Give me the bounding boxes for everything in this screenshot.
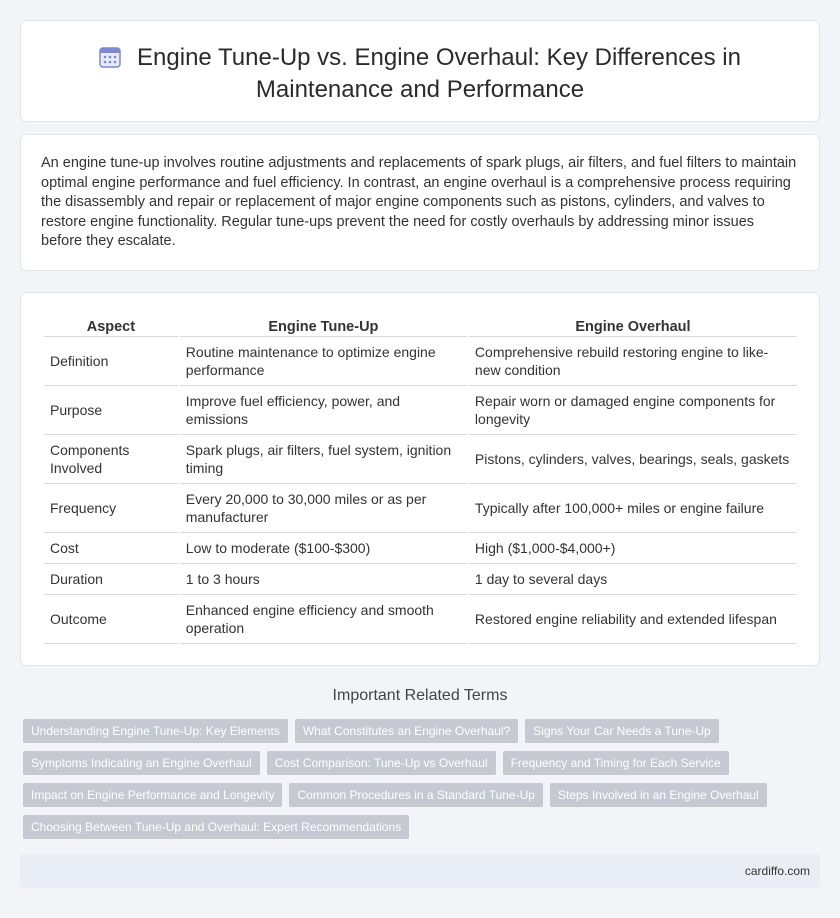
related-term-tag[interactable]: Understanding Engine Tune-Up: Key Elements [23, 719, 288, 743]
comparison-table [42, 315, 799, 644]
related-term-tag[interactable]: Frequency and Timing for Each Service [503, 751, 729, 775]
row-tune-up: Improve fuel efficiency, power, and emissions [180, 386, 467, 435]
table-row [44, 533, 797, 564]
table-row [44, 435, 797, 484]
row-overhaul: Pistons, cylinders, valves, bearings, seals, gaskets [469, 435, 797, 484]
title-card [20, 20, 820, 122]
related-term-tag[interactable]: Common Procedures in a Standard Tune-Up [289, 783, 542, 807]
header-tune-up: Engine Tune-Up [180, 315, 467, 337]
row-aspect: Duration [44, 564, 178, 595]
row-overhaul: Typically after 100,000+ miles or engine failure [469, 484, 797, 533]
related-term-tag[interactable]: Choosing Between Tune-Up and Overhaul: Expert Recommendations [23, 815, 409, 839]
row-overhaul: Comprehensive rebuild restoring engine to like-new condition [469, 337, 797, 386]
related-term-tag[interactable]: Signs Your Car Needs a Tune-Up [525, 719, 718, 743]
row-tune-up: Enhanced engine efficiency and smooth operation [180, 595, 467, 644]
header-aspect: Aspect [44, 315, 178, 337]
title-line-1: Engine Tune-Up vs. Engine Overhaul: Key Differences in [137, 44, 741, 71]
table-header-row [44, 315, 797, 337]
table-row [44, 484, 797, 533]
page-title [21, 43, 819, 104]
footer [20, 854, 820, 888]
row-aspect: Purpose [44, 386, 178, 435]
row-tune-up: Every 20,000 to 30,000 miles or as per manufacturer [180, 484, 467, 533]
table-row [44, 337, 797, 386]
table-row [44, 386, 797, 435]
row-overhaul: High ($1,000-$4,000+) [469, 533, 797, 564]
related-term-tag[interactable]: Steps Involved in an Engine Overhaul [550, 783, 767, 807]
row-tune-up: Spark plugs, air filters, fuel system, ignition timing [180, 435, 467, 484]
row-tune-up: Low to moderate ($100-$300) [180, 533, 467, 564]
related-term-tag[interactable]: Cost Comparison: Tune-Up vs Overhaul [267, 751, 496, 775]
intro-card [20, 134, 820, 271]
table-row [44, 564, 797, 595]
header-overhaul: Engine Overhaul [469, 315, 797, 337]
related-term-tag[interactable]: Impact on Engine Performance and Longevity [23, 783, 282, 807]
title-line-2: Maintenance and Performance [255, 76, 585, 103]
comparison-card [20, 292, 820, 666]
row-aspect: Outcome [44, 595, 178, 644]
row-aspect: Cost [44, 533, 178, 564]
footer-site-link[interactable]: cardiffo.com [744, 864, 810, 878]
related-term-tag[interactable]: What Constitutes an Engine Overhaul? [295, 719, 518, 743]
row-overhaul: 1 day to several days [469, 564, 797, 595]
intro-paragraph: An engine tune-up involves routine adjustments and replacements of spark plugs, air filters, and fuel filters to maintain optimal engine performance and fuel efficiency. In contrast, an engine overhaul is a comprehensive process requiring the disassembly and repair or replacement of major engine components such as pistons, cylinders, and valves to restore engine functionality. Regular tune-ups prevent the need for costly overhauls by addressing minor issues before they escalate. [41, 155, 797, 249]
calendar-icon [99, 46, 121, 75]
row-tune-up: Routine maintenance to optimize engine performance [180, 337, 467, 386]
related-terms-tags [23, 719, 803, 847]
table-row [44, 595, 797, 644]
row-overhaul: Repair worn or damaged engine components for longevity [469, 386, 797, 435]
row-tune-up: 1 to 3 hours [180, 564, 467, 595]
row-aspect: Components Involved [44, 435, 178, 484]
related-terms-title: Important Related Terms [332, 687, 508, 704]
row-aspect: Frequency [44, 484, 178, 533]
related-term-tag[interactable]: Symptoms Indicating an Engine Overhaul [23, 751, 260, 775]
row-overhaul: Restored engine reliability and extended lifespan [469, 595, 797, 644]
row-aspect: Definition [44, 337, 178, 386]
